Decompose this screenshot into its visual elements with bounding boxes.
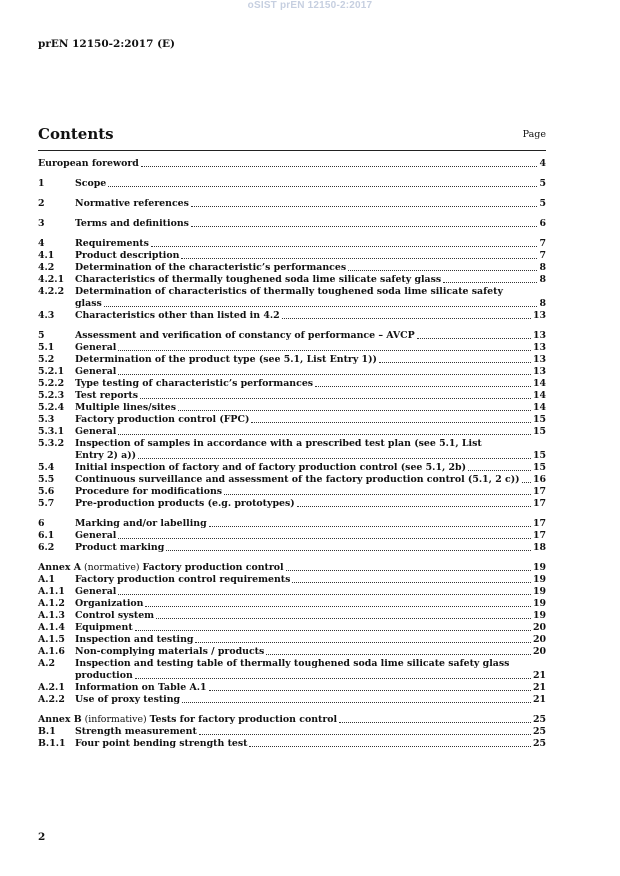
toc-page-number: 8 (539, 274, 546, 285)
toc-spacer (38, 170, 546, 178)
toc-entry[interactable] (38, 330, 546, 342)
toc-page-number: 19 (532, 586, 546, 597)
toc-section-number: 5.3.2 (38, 438, 65, 449)
toc-entry-title: Procedure for modifications (75, 486, 223, 497)
toc-section-number: A.1.5 (38, 634, 65, 645)
toc-section-number: 4.2.1 (38, 274, 65, 285)
dot-leader (138, 458, 531, 459)
dot-leader (468, 470, 531, 471)
toc-entry-title: Factory production control requirements (75, 574, 291, 585)
toc-page-number: 13 (532, 354, 546, 365)
toc-entry[interactable] (38, 198, 546, 210)
dot-leader (118, 594, 531, 595)
toc-entry-title: Product marking (75, 542, 165, 553)
toc-entry[interactable] (38, 238, 546, 250)
toc-section-number: 3 (38, 218, 45, 229)
toc-entry-title: Scope (75, 178, 107, 189)
toc-entry[interactable] (38, 474, 546, 486)
toc-entry-title: Type testing of characteristic’s performances (75, 378, 314, 389)
toc-entry[interactable] (38, 574, 546, 586)
toc-page-number: 7 (539, 250, 546, 261)
toc-section-number: 4.3 (38, 310, 55, 321)
toc-entry-title: Four point bending strength test (75, 738, 248, 749)
dot-leader (315, 386, 531, 387)
toc-entry-title: Strength measurement (75, 726, 197, 737)
dot-leader (195, 642, 530, 643)
toc-annex-title (38, 714, 337, 726)
toc-entry-title: Control system (75, 610, 155, 621)
toc-page-number: 15 (532, 426, 546, 437)
toc-entry-title: European foreword (38, 158, 139, 169)
toc-page-number: 25 (532, 738, 546, 749)
toc-entry[interactable] (38, 542, 546, 554)
toc-section-number: 5.6 (38, 486, 55, 497)
toc-entry-title-continued: Entry 2) a)) (75, 450, 137, 461)
dot-leader (348, 270, 537, 271)
toc-spacer (38, 322, 546, 330)
table-of-contents (38, 158, 546, 750)
document-id: prEN 12150-2:2017 (E) (38, 38, 176, 50)
dot-leader (191, 226, 538, 227)
toc-section-number: A.1.6 (38, 646, 65, 657)
toc-page-number: 7 (539, 238, 546, 249)
toc-entry[interactable] (38, 178, 546, 190)
contents-rule (38, 150, 546, 151)
dot-leader (209, 526, 531, 527)
toc-spacer (38, 706, 546, 714)
toc-entry-title: Inspection and testing table of thermally toughened soda lime silicate safety glass (75, 658, 510, 669)
dot-leader (166, 550, 531, 551)
toc-entry[interactable] (38, 714, 546, 726)
toc-spacer (38, 510, 546, 518)
toc-entry-title-continued: production (75, 670, 133, 681)
toc-entry-title: Determination of the product type (see 5.1, List Entry 1)) (75, 354, 377, 365)
toc-spacer (38, 230, 546, 238)
toc-page-number: 20 (532, 634, 546, 645)
watermark-header: oSIST prEN 12150-2:2017 (247, 0, 373, 11)
annex-title: Factory production control (142, 562, 284, 573)
toc-entry[interactable] (38, 622, 546, 634)
toc-entry-title: Determination of characteristics of thermally toughened soda lime silicate safety (75, 286, 503, 297)
dot-leader (118, 434, 531, 435)
toc-entry-title: Continuous surveillance and assessment of the factory production control (5.1, 2 c)) (75, 474, 520, 485)
dot-leader (443, 282, 537, 283)
dot-leader (224, 494, 531, 495)
toc-section-number: 5.2.2 (38, 378, 65, 389)
toc-section-number: A.1.2 (38, 598, 65, 609)
toc-page-number: 6 (539, 218, 546, 229)
toc-page-number: 8 (539, 298, 546, 309)
toc-entry[interactable] (38, 218, 546, 230)
toc-page-number: 16 (532, 474, 546, 485)
toc-entry[interactable] (38, 658, 546, 682)
toc-section-number: 6.2 (38, 542, 55, 553)
toc-entry[interactable] (38, 462, 546, 474)
toc-page-number: 5 (539, 178, 546, 189)
toc-page-number: 13 (532, 366, 546, 377)
toc-page-number: 14 (532, 378, 546, 389)
toc-entry-title: Initial inspection of factory and of factory production control (see 5.1, 2b) (75, 462, 467, 473)
dot-leader (118, 374, 531, 375)
toc-entry-title: Characteristics of thermally toughened soda lime silicate safety glass (75, 274, 442, 285)
toc-page-number: 25 (532, 714, 546, 725)
toc-entry[interactable] (38, 646, 546, 658)
toc-spacer (38, 554, 546, 562)
toc-section-number: 5.3.1 (38, 426, 65, 437)
dot-leader (141, 166, 538, 167)
toc-section-number: B.1 (38, 726, 56, 737)
toc-entry[interactable] (38, 262, 546, 274)
toc-entry-title: General (75, 426, 117, 437)
toc-entry[interactable] (38, 562, 546, 574)
toc-page-number: 15 (532, 450, 546, 461)
dot-leader (135, 678, 531, 679)
toc-section-number: A.1.3 (38, 610, 65, 621)
toc-entry-title: Characteristics other than listed in 4.2 (75, 310, 280, 321)
toc-page-number: 14 (532, 390, 546, 401)
toc-page-number: 5 (539, 198, 546, 209)
page-number: 2 (38, 831, 46, 843)
toc-page-number: 13 (532, 330, 546, 341)
dot-leader (104, 306, 538, 307)
toc-entry-title: Requirements (75, 238, 149, 249)
toc-entry[interactable] (38, 530, 546, 542)
dot-leader (151, 246, 538, 247)
dot-leader (182, 702, 531, 703)
toc-page-number: 18 (532, 542, 546, 553)
toc-section-number: 4 (38, 238, 45, 249)
toc-section-number: A.1.4 (38, 622, 65, 633)
toc-entry-title: Use of proxy testing (75, 694, 181, 705)
toc-section-number: 6 (38, 518, 45, 529)
dot-leader (140, 398, 531, 399)
toc-page-number: 21 (532, 670, 546, 681)
toc-section-number: 5 (38, 330, 45, 341)
toc-section-number: A.1 (38, 574, 56, 585)
annex-label: Annex A (38, 562, 81, 573)
toc-entry[interactable] (38, 250, 546, 262)
dot-leader (379, 362, 531, 363)
toc-entry-title: Test reports (75, 390, 138, 401)
dot-leader (191, 206, 538, 207)
toc-entry-title: General (75, 586, 117, 597)
contents-heading: Contents (38, 125, 114, 143)
dot-leader (251, 422, 531, 423)
dot-leader (522, 482, 531, 483)
dot-leader (266, 654, 531, 655)
toc-entry[interactable] (38, 486, 546, 498)
dot-leader (118, 350, 531, 351)
toc-page-number: 17 (532, 498, 546, 509)
toc-section-number: A.2.2 (38, 694, 65, 705)
toc-section-number: 5.4 (38, 462, 55, 473)
toc-section-number: A.2 (38, 658, 56, 669)
page-column-label: Page (522, 129, 546, 140)
toc-entry[interactable] (38, 634, 546, 646)
toc-section-number: 2 (38, 198, 45, 209)
toc-entry-title: Inspection and testing (75, 634, 194, 645)
toc-entry-title: Factory production control (FPC) (75, 414, 250, 425)
toc-page-number: 4 (539, 158, 546, 169)
dot-leader (156, 618, 531, 619)
toc-entry-title: Determination of the characteristic’s performances (75, 262, 347, 273)
dot-leader (282, 318, 531, 319)
dot-leader (209, 690, 531, 691)
toc-entry[interactable] (38, 518, 546, 530)
toc-entry[interactable] (38, 378, 546, 390)
dot-leader (297, 506, 531, 507)
toc-page-number: 8 (539, 262, 546, 273)
dot-leader (135, 630, 531, 631)
dot-leader (118, 538, 531, 539)
toc-entry-title: Marking and/or labelling (75, 518, 207, 529)
toc-entry-title: Assessment and verification of constancy of performance – AVCP (75, 330, 415, 341)
toc-entry-title: Organization (75, 598, 144, 609)
toc-section-number: A.2.1 (38, 682, 65, 693)
toc-entry-title: Inspection of samples in accordance with a prescribed test plan (see 5.1, List (75, 438, 482, 449)
toc-entry[interactable] (38, 310, 546, 322)
dot-leader (145, 606, 530, 607)
toc-entry[interactable] (38, 286, 546, 310)
toc-entry-title: Terms and definitions (75, 218, 189, 229)
toc-entry[interactable] (38, 610, 546, 622)
toc-entry-title: General (75, 530, 117, 541)
toc-entry-title: Multiple lines/sites (75, 402, 177, 413)
toc-page-number: 21 (532, 694, 546, 705)
toc-page-number: 15 (532, 462, 546, 473)
toc-entry-title: Product description (75, 250, 180, 261)
toc-entry-title: General (75, 366, 117, 377)
toc-section-number: 1 (38, 178, 45, 189)
toc-entry-title: Pre-production products (e.g. prototypes) (75, 498, 295, 509)
toc-page-number: 19 (532, 610, 546, 621)
toc-page-number: 17 (532, 530, 546, 541)
toc-section-number: 5.5 (38, 474, 55, 485)
toc-page-number: 13 (532, 310, 546, 321)
toc-page-number: 25 (532, 726, 546, 737)
annex-type: (normative) (81, 562, 143, 573)
toc-page-number: 21 (532, 682, 546, 693)
toc-section-number: 5.7 (38, 498, 55, 509)
toc-page-number: 19 (532, 598, 546, 609)
annex-title: Tests for factory production control (149, 714, 338, 725)
dot-leader (286, 570, 531, 571)
toc-entry[interactable] (38, 498, 546, 510)
toc-section-number: 6.1 (38, 530, 55, 541)
dot-leader (292, 582, 531, 583)
toc-entry[interactable] (38, 390, 546, 402)
dot-leader (178, 410, 531, 411)
toc-section-number: 5.2 (38, 354, 55, 365)
toc-section-number: A.1.1 (38, 586, 65, 597)
toc-entry-title: Equipment (75, 622, 133, 633)
toc-entry-title-continued: glass (75, 298, 102, 309)
toc-page-number: 20 (532, 646, 546, 657)
toc-section-number: 4.2.2 (38, 286, 65, 297)
dot-leader (249, 746, 530, 747)
toc-entry[interactable] (38, 426, 546, 438)
dot-leader (181, 258, 537, 259)
toc-page-number: 14 (532, 402, 546, 413)
toc-annex-title (38, 562, 284, 574)
dot-leader (339, 722, 531, 723)
toc-entry[interactable] (38, 682, 546, 694)
toc-page-number: 19 (532, 574, 546, 585)
toc-section-number: 4.1 (38, 250, 55, 261)
toc-page-number: 17 (532, 486, 546, 497)
toc-page-number: 13 (532, 342, 546, 353)
toc-entry[interactable] (38, 694, 546, 706)
toc-entry[interactable] (38, 158, 546, 170)
toc-entry[interactable] (38, 726, 546, 738)
toc-entry-title: Information on Table A.1 (75, 682, 207, 693)
toc-entry[interactable] (38, 366, 546, 378)
toc-entry[interactable] (38, 586, 546, 598)
annex-label: Annex B (38, 714, 82, 725)
toc-entry[interactable] (38, 342, 546, 354)
annex-type: (informative) (81, 714, 150, 725)
toc-page-number: 19 (532, 562, 546, 573)
toc-entry[interactable] (38, 438, 546, 462)
toc-entry-title: General (75, 342, 117, 353)
toc-entry[interactable] (38, 274, 546, 286)
toc-spacer (38, 190, 546, 198)
toc-page-number: 20 (532, 622, 546, 633)
dot-leader (417, 338, 531, 339)
toc-page-number: 17 (532, 518, 546, 529)
toc-section-number: 5.2.4 (38, 402, 65, 413)
toc-entry[interactable] (38, 414, 546, 426)
toc-entry-title: Normative references (75, 198, 189, 209)
dot-leader (108, 186, 537, 187)
toc-entry[interactable] (38, 402, 546, 414)
toc-spacer (38, 210, 546, 218)
toc-section-number: B.1.1 (38, 738, 66, 749)
toc-entry-title: Non-complying materials / products (75, 646, 265, 657)
toc-entry[interactable] (38, 738, 546, 750)
toc-section-number: 5.2.1 (38, 366, 65, 377)
toc-section-number: 5.2.3 (38, 390, 65, 401)
toc-section-number: 4.2 (38, 262, 55, 273)
dot-leader (199, 734, 531, 735)
toc-page-number: 15 (532, 414, 546, 425)
toc-section-number: 5.1 (38, 342, 55, 353)
toc-section-number: 5.3 (38, 414, 55, 425)
toc-entry[interactable] (38, 598, 546, 610)
toc-entry[interactable] (38, 354, 546, 366)
